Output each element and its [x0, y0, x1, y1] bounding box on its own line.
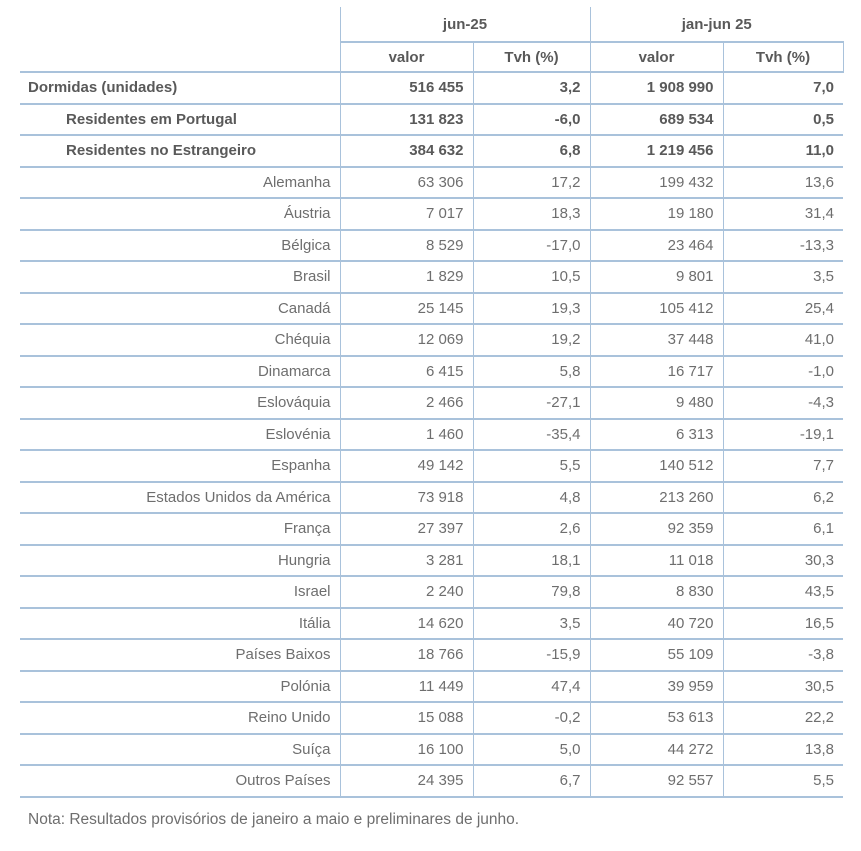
table-row: [20, 513, 843, 545]
table-row: [20, 135, 843, 167]
cell-value: 18,3: [473, 198, 590, 230]
table-row: [20, 419, 843, 451]
table-row: [20, 482, 843, 514]
cell-value: 16,5: [723, 608, 843, 640]
table-row: [20, 671, 843, 703]
cell-value: 6,8: [473, 135, 590, 167]
cell-value: 199 432: [590, 167, 723, 199]
table-row: [20, 608, 843, 640]
cell-value: 40 720: [590, 608, 723, 640]
cell-value: -0,2: [473, 702, 590, 734]
cell-value: 9 801: [590, 261, 723, 293]
row-label: Áustria: [20, 198, 340, 230]
row-label: Alemanha: [20, 167, 340, 199]
table-row: [20, 261, 843, 293]
table-row: [20, 324, 843, 356]
table-row: [20, 545, 843, 577]
table-row: [20, 702, 843, 734]
col-header-valor-jun: valor: [340, 42, 473, 72]
table-group-header-row: [20, 7, 843, 42]
cell-value: 18 766: [340, 639, 473, 671]
row-label: Canadá: [20, 293, 340, 325]
cell-value: 79,8: [473, 576, 590, 608]
table-row: [20, 293, 843, 325]
row-label: Israel: [20, 576, 340, 608]
table-body: [20, 72, 843, 797]
row-label: Chéquia: [20, 324, 340, 356]
cell-value: 8 529: [340, 230, 473, 262]
row-label: Estados Unidos da América: [20, 482, 340, 514]
cell-value: 16 100: [340, 734, 473, 766]
dormidas-table: [20, 7, 844, 798]
cell-value: 384 632: [340, 135, 473, 167]
cell-value: 16 717: [590, 356, 723, 388]
cell-value: 11 018: [590, 545, 723, 577]
row-label: Dormidas (unidades): [20, 72, 340, 104]
cell-value: 1 908 990: [590, 72, 723, 104]
cell-value: 140 512: [590, 450, 723, 482]
cell-value: 7,7: [723, 450, 843, 482]
cell-value: 5,5: [473, 450, 590, 482]
cell-value: -27,1: [473, 387, 590, 419]
column-group-jun25: jun-25: [340, 7, 590, 42]
row-label: Brasil: [20, 261, 340, 293]
cell-value: 3,5: [723, 261, 843, 293]
row-label: Eslovénia: [20, 419, 340, 451]
cell-value: -35,4: [473, 419, 590, 451]
cell-value: 25,4: [723, 293, 843, 325]
cell-value: 31,4: [723, 198, 843, 230]
cell-value: 92 557: [590, 765, 723, 797]
cell-value: 6,2: [723, 482, 843, 514]
cell-value: 44 272: [590, 734, 723, 766]
cell-value: 8 830: [590, 576, 723, 608]
cell-value: 37 448: [590, 324, 723, 356]
cell-value: 516 455: [340, 72, 473, 104]
table-row: [20, 450, 843, 482]
cell-value: 73 918: [340, 482, 473, 514]
table-row: [20, 387, 843, 419]
table-row: [20, 765, 843, 797]
cell-value: 63 306: [340, 167, 473, 199]
cell-value: 2,6: [473, 513, 590, 545]
cell-value: 3,2: [473, 72, 590, 104]
cell-value: 6,1: [723, 513, 843, 545]
cell-value: 39 959: [590, 671, 723, 703]
cell-value: 18,1: [473, 545, 590, 577]
cell-value: 30,5: [723, 671, 843, 703]
cell-value: 19,2: [473, 324, 590, 356]
cell-value: -1,0: [723, 356, 843, 388]
corner-cell-2: [20, 42, 340, 72]
row-label: Eslováquia: [20, 387, 340, 419]
row-label: Países Baixos: [20, 639, 340, 671]
cell-value: 49 142: [340, 450, 473, 482]
cell-value: -13,3: [723, 230, 843, 262]
table-row: [20, 356, 843, 388]
cell-value: 25 145: [340, 293, 473, 325]
cell-value: 19,3: [473, 293, 590, 325]
cell-value: -6,0: [473, 104, 590, 136]
row-label: Outros Países: [20, 765, 340, 797]
row-label: Dinamarca: [20, 356, 340, 388]
table-row: [20, 734, 843, 766]
cell-value: 131 823: [340, 104, 473, 136]
cell-value: 43,5: [723, 576, 843, 608]
cell-value: 3,5: [473, 608, 590, 640]
cell-value: 13,6: [723, 167, 843, 199]
cell-value: 6 415: [340, 356, 473, 388]
cell-value: 213 260: [590, 482, 723, 514]
cell-value: 1 460: [340, 419, 473, 451]
cell-value: 27 397: [340, 513, 473, 545]
row-label: Residentes em Portugal: [20, 104, 340, 136]
cell-value: 3 281: [340, 545, 473, 577]
cell-value: 11 449: [340, 671, 473, 703]
cell-value: 7 017: [340, 198, 473, 230]
col-header-tvh-janjun: Tvh (%): [723, 42, 843, 72]
cell-value: 1 219 456: [590, 135, 723, 167]
cell-value: 14 620: [340, 608, 473, 640]
cell-value: 30,3: [723, 545, 843, 577]
column-group-janjun25: jan-jun 25: [590, 7, 843, 42]
table-row: [20, 576, 843, 608]
col-header-tvh-jun: Tvh (%): [473, 42, 590, 72]
row-label: Bélgica: [20, 230, 340, 262]
cell-value: 19 180: [590, 198, 723, 230]
cell-value: 22,2: [723, 702, 843, 734]
cell-value: 53 613: [590, 702, 723, 734]
table-note: Nota: Resultados provisórios de janeiro a maio e preliminares de junho.: [28, 811, 520, 828]
row-label: Suíça: [20, 734, 340, 766]
cell-value: 5,0: [473, 734, 590, 766]
cell-value: 12 069: [340, 324, 473, 356]
cell-value: -19,1: [723, 419, 843, 451]
cell-value: 689 534: [590, 104, 723, 136]
row-label: França: [20, 513, 340, 545]
col-header-valor-janjun: valor: [590, 42, 723, 72]
row-label: Espanha: [20, 450, 340, 482]
cell-value: -3,8: [723, 639, 843, 671]
cell-value: 4,8: [473, 482, 590, 514]
cell-value: 5,5: [723, 765, 843, 797]
table-row: [20, 639, 843, 671]
cell-value: 24 395: [340, 765, 473, 797]
cell-value: 55 109: [590, 639, 723, 671]
table-row: [20, 72, 843, 104]
cell-value: 105 412: [590, 293, 723, 325]
cell-value: 92 359: [590, 513, 723, 545]
row-label: Residentes no Estrangeiro: [20, 135, 340, 167]
cell-value: 41,0: [723, 324, 843, 356]
table-row: [20, 104, 843, 136]
cell-value: 47,4: [473, 671, 590, 703]
corner-cell: [20, 7, 340, 42]
cell-value: 7,0: [723, 72, 843, 104]
cell-value: 11,0: [723, 135, 843, 167]
cell-value: 6 313: [590, 419, 723, 451]
cell-value: 0,5: [723, 104, 843, 136]
cell-value: 5,8: [473, 356, 590, 388]
cell-value: 6,7: [473, 765, 590, 797]
table-row: [20, 230, 843, 262]
row-label: Polónia: [20, 671, 340, 703]
cell-value: 17,2: [473, 167, 590, 199]
cell-value: 9 480: [590, 387, 723, 419]
table-row: [20, 198, 843, 230]
row-label: Itália: [20, 608, 340, 640]
cell-value: 10,5: [473, 261, 590, 293]
cell-value: -17,0: [473, 230, 590, 262]
cell-value: 23 464: [590, 230, 723, 262]
table-row: [20, 167, 843, 199]
cell-value: 13,8: [723, 734, 843, 766]
cell-value: 1 829: [340, 261, 473, 293]
table-subheader-row: [20, 42, 843, 72]
cell-value: 2 240: [340, 576, 473, 608]
cell-value: -4,3: [723, 387, 843, 419]
row-label: Reino Unido: [20, 702, 340, 734]
cell-value: -15,9: [473, 639, 590, 671]
cell-value: 2 466: [340, 387, 473, 419]
cell-value: 15 088: [340, 702, 473, 734]
row-label: Hungria: [20, 545, 340, 577]
